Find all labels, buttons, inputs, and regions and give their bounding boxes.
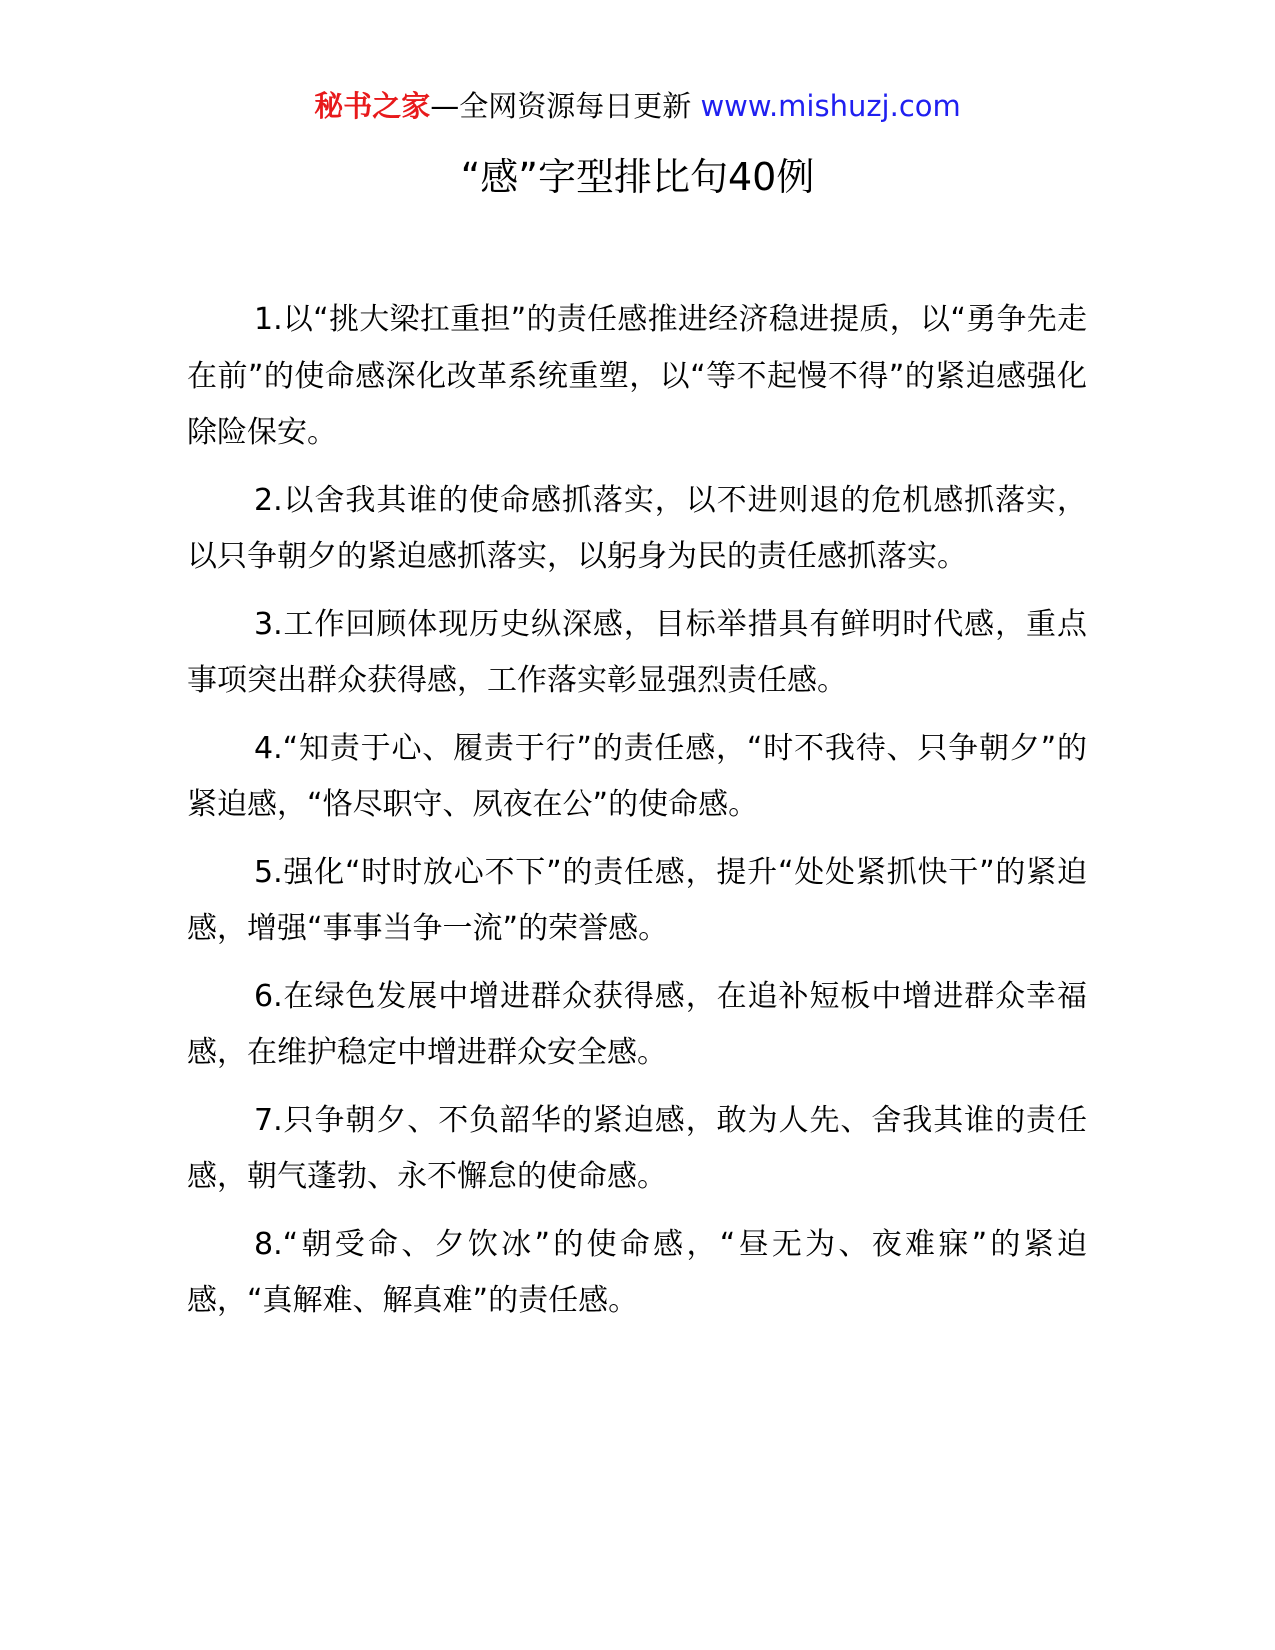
site-url-link[interactable]: www.mishuzj.com [700,89,961,123]
paragraph-4: 4.“知责于心、履责于行”的责任感，“时不我待、只争朝夕”的紧迫感，“恪尽职守、夙夜在公”的使命感。 [187,730,1087,822]
document-title: “感”字型排比句40例 [460,155,815,199]
header-tagline: —全网资源每日更新 [430,89,701,123]
paragraph-8: 8.“朝受命、夕饮冰”的使命感，“昼无为、夜难寐”的紧迫感，“真解难、解真难”的责任感。 [187,1226,1087,1318]
site-header [0,86,1275,126]
document-body [187,292,1087,1341]
paragraph-2: 2.以舍我其谁的使命感抓落实，以不进则退的危机感抓落实，以只争朝夕的紧迫感抓落实，以躬身为民的责任感抓落实。 [187,482,1087,574]
paragraph-7: 7.只争朝夕、不负韶华的紧迫感，敢为人先、舍我其谁的责任感，朝气蓬勃、永不懈怠的使命感。 [187,1102,1087,1194]
paragraph-6: 6.在绿色发展中增进群众获得感，在追补短板中增进群众幸福感，在维护稳定中增进群众安全感。 [187,978,1087,1070]
paragraph-1: 1.以“挑大梁扛重担”的责任感推进经济稳进提质，以“勇争先走在前”的使命感深化改革系统重塑，以“等不起慢不得”的紧迫感强化除险保安。 [187,302,1087,450]
paragraph-3: 3.工作回顾体现历史纵深感，目标举措具有鲜明时代感，重点事项突出群众获得感，工作落实彰显强烈责任感。 [187,606,1087,698]
paragraph-5: 5.强化“时时放心不下”的责任感，提升“处处紧抓快干”的紧迫感，增强“事事当争一流”的荣誉感。 [187,854,1087,946]
brand-name: 秘书之家 [314,89,431,123]
